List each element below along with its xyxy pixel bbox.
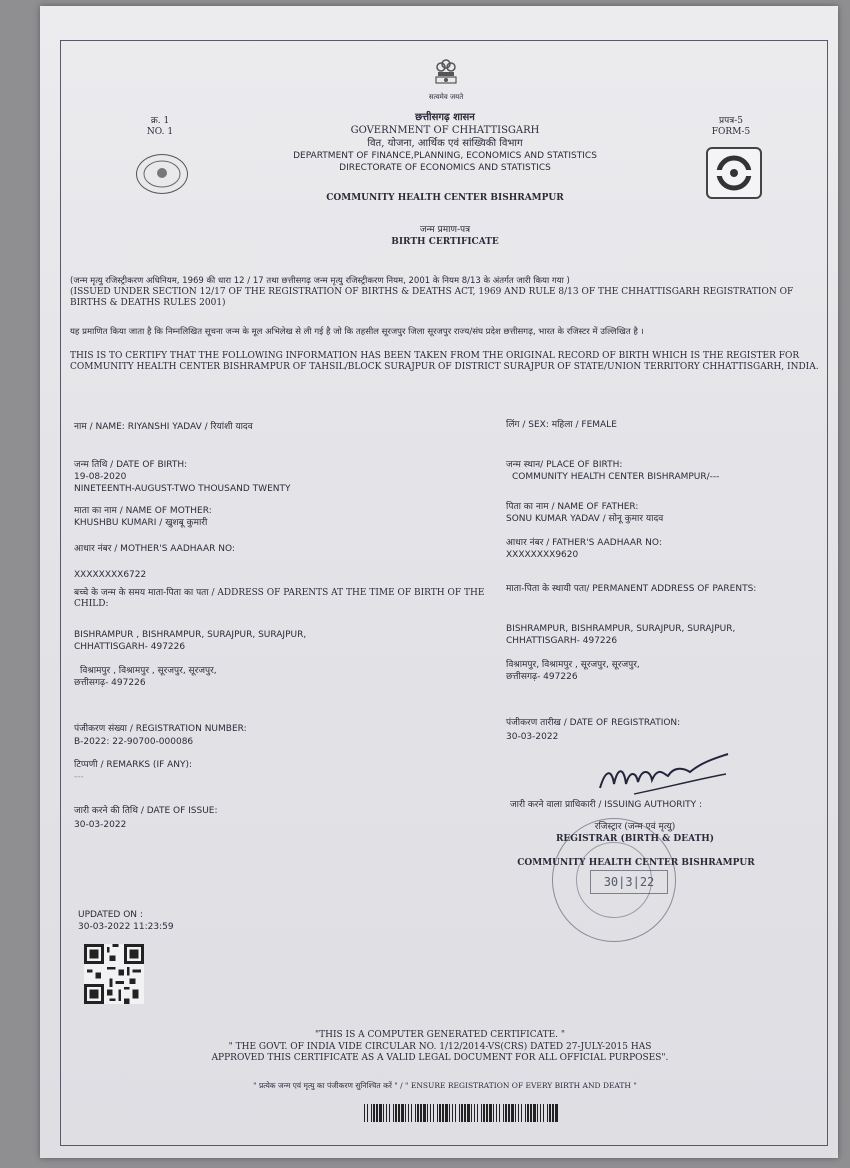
serial-number: NO. 1	[146, 127, 174, 137]
registrar-hindi: रजिस्ट्रार (जन्म एवं मृत्यु)	[594, 822, 676, 832]
form-number: FORM-5	[711, 127, 751, 137]
permanent-address-hindi-line1: विश्रामपुर, विश्रामपुर , सूरजपुर, सूरजपुर,	[506, 660, 640, 670]
government-title: GOVERNMENT OF CHHATTISGARH	[350, 125, 540, 136]
mother-aadhaar-label: आधार नंबर / MOTHER'S AADHAAR NO:	[74, 544, 235, 554]
address-at-birth-hindi-line2: छत्तीसगढ़- 497226	[74, 678, 146, 688]
qr-code-icon	[84, 944, 144, 1004]
issue-date-value: 30-03-2022	[74, 820, 127, 830]
remarks-value: ---	[74, 772, 84, 782]
state-seal-icon	[136, 154, 188, 194]
certificate-paper	[40, 6, 838, 1158]
certify-hindi: यह प्रमाणित किया जाता है कि निम्नलिखित सूचना जन्म के मूल अभिलेख से ली गई है जो कि तहसील सूरजपुर जिला सूरजपुर राज्य/संघ प्रदेश छत्तीसगढ़, भारत के रजिस्टर में उल्लिखित है ।	[70, 327, 644, 337]
certificate-title-hindi: जन्म प्रमाण-पत्र	[419, 225, 471, 235]
directorate-title: DIRECTORATE OF ECONOMICS AND STATISTICS	[339, 163, 551, 173]
remarks-label: टिप्पणी / REMARKS (IF ANY):	[74, 760, 193, 770]
registration-date-value: 30-03-2022	[506, 732, 559, 742]
issuing-center: COMMUNITY HEALTH CENTER BISHRAMPUR	[517, 858, 755, 868]
certificate-title: BIRTH CERTIFICATE	[391, 237, 499, 247]
father-aadhaar-value: XXXXXXXX9620	[506, 550, 579, 560]
circular-note-line2: APPROVED THIS CERTIFICATE AS A VALID LEGAL DOCUMENT FOR ALL OFFICIAL PURPOSES".	[211, 1053, 669, 1063]
motto: सत्यमेव जयते	[428, 93, 464, 101]
registration-number-label: पंजीकरण संख्या / REGISTRATION NUMBER:	[74, 724, 247, 734]
department-title: DEPARTMENT OF FINANCE,PLANNING, ECONOMICS AND STATISTICS	[293, 151, 597, 161]
pob-label: जन्म स्थान/ PLACE OF BIRTH:	[506, 460, 623, 470]
mother-name-value: KHUSHBU KUMARI / खुशबू कुमारी	[74, 518, 208, 528]
barcode-icon	[364, 1104, 558, 1122]
permanent-address-line1: BISHRAMPUR, BISHRAMPUR, SURAJPUR, SURAJPUR,	[506, 624, 736, 634]
registration-logo-icon	[706, 147, 762, 199]
updated-label: UPDATED ON :	[78, 910, 143, 920]
registrar-signature	[594, 748, 734, 800]
ensure-registration-note: " प्रत्येक जन्म एवं मृत्यु का पंजीकरण सुनिश्चित करें " / " ENSURE REGISTRATION OF EVERY BIRTH AND DEATH "	[253, 1081, 637, 1090]
permanent-address-line2: CHHATTISGARH- 497226	[506, 636, 618, 646]
government-hindi: छत्तीसगढ़ शासन	[415, 112, 475, 123]
child-name: नाम / NAME: RIYANSHI YADAV / रियांशी यादव	[74, 422, 253, 432]
registration-number-value: B-2022: 22-90700-000086	[74, 737, 194, 747]
dob-words: NINETEENTH-AUGUST-TWO THOUSAND TWENTY	[74, 484, 291, 494]
issued-under: (ISSUED UNDER SECTION 12/17 OF THE REGISTRATION OF BIRTHS & DEATHS ACT, 1969 AND RULE 8/13 OF THE CHHATTISGARH REGISTRATION OF BIRTHS & DEATHS RULES 2001)	[70, 287, 794, 308]
issuing-authority-label: जारी करने वाला प्राधिकारी / ISSUING AUTHORITY :	[510, 800, 703, 810]
registrar-title: REGISTRAR (BIRTH & DEATH)	[555, 834, 715, 844]
circular-note-line1: " THE GOVT. OF INDIA VIDE CIRCULAR NO. 1/12/2014-VS(CRS) DATED 27-JULY-2015 HAS	[228, 1042, 652, 1052]
computer-generated-note: "THIS IS A COMPUTER GENERATED CERTIFICATE. "	[314, 1030, 566, 1040]
father-name-label: पिता का नाम / NAME OF FATHER:	[506, 502, 639, 512]
dob-value: 19-08-2020	[74, 472, 127, 482]
address-at-birth-line1: BISHRAMPUR , BISHRAMPUR, SURAJPUR, SURAJPUR,	[74, 630, 307, 640]
serial-number-hindi: क्र. 1	[150, 116, 170, 126]
issued-under-hindi: (जन्म मृत्यु रजिस्ट्रीकरण अधिनियम, 1969 की धारा 12 / 17 तथा छत्तीसगढ़ जन्म मृत्यु रजिस्ट्रीकरण नियम, 2001 के नियम 8/13 के अंतर्गत जारी किया गया )	[70, 276, 570, 286]
stamp-date: 30|3|22	[590, 870, 668, 894]
address-at-birth-label: बच्चे के जन्म के समय माता-पिता का पता / ADDRESS OF PARENTS AT THE TIME OF BIRTH OF THE CHILD:	[74, 588, 485, 609]
updated-value: 30-03-2022 11:23:59	[78, 922, 174, 932]
child-sex: लिंग / SEX: महिला / FEMALE	[506, 420, 617, 430]
center-title: COMMUNITY HEALTH CENTER BISHRAMPUR	[326, 193, 564, 203]
father-name-value: SONU KUMAR YADAV / सोनू कुमार यादव	[506, 514, 664, 524]
registration-date-label: पंजीकरण तारीख / DATE OF REGISTRATION:	[506, 718, 681, 728]
department-hindi: वित, योजना, आर्थिक एवं सांख्यिकी विभाग	[367, 138, 523, 149]
mother-name-label: माता का नाम / NAME OF MOTHER:	[74, 506, 212, 516]
form-number-hindi: प्रपत्र-5	[719, 116, 743, 126]
dob-label: जन्म तिथि / DATE OF BIRTH:	[74, 460, 188, 470]
issue-date-label: जारी करने की तिथि / DATE OF ISSUE:	[74, 806, 218, 816]
address-at-birth-line2: CHHATTISGARH- 497226	[74, 642, 186, 652]
certify-statement: THIS IS TO CERTIFY THAT THE FOLLOWING INFORMATION HAS BEEN TAKEN FROM THE ORIGINAL RECORD OF BIRTH WHICH IS THE REGISTER FOR COMMUNITY HEALTH CENTER BISHRAMPUR OF TAHSIL/BLOCK SURAJPUR OF DISTRICT SURAJPUR OF STATE/UNION TERRITORY CHHATTISGARH, INDIA.	[70, 351, 819, 372]
permanent-address-hindi-line2: छत्तीसगढ़- 497226	[506, 672, 578, 682]
permanent-address-label: माता-पिता के स्थायी पता/ PERMANENT ADDRESS OF PARENTS:	[506, 584, 757, 594]
address-at-birth-hindi-line1: विश्रामपुर , विश्रामपुर , सूरजपुर, सूरजपुर,	[80, 666, 217, 676]
father-aadhaar-label: आधार नंबर / FATHER'S AADHAAR NO:	[506, 538, 662, 548]
pob-value: COMMUNITY HEALTH CENTER BISHRAMPUR/---	[512, 472, 720, 482]
mother-aadhaar-value: XXXXXXXX6722	[74, 570, 147, 580]
